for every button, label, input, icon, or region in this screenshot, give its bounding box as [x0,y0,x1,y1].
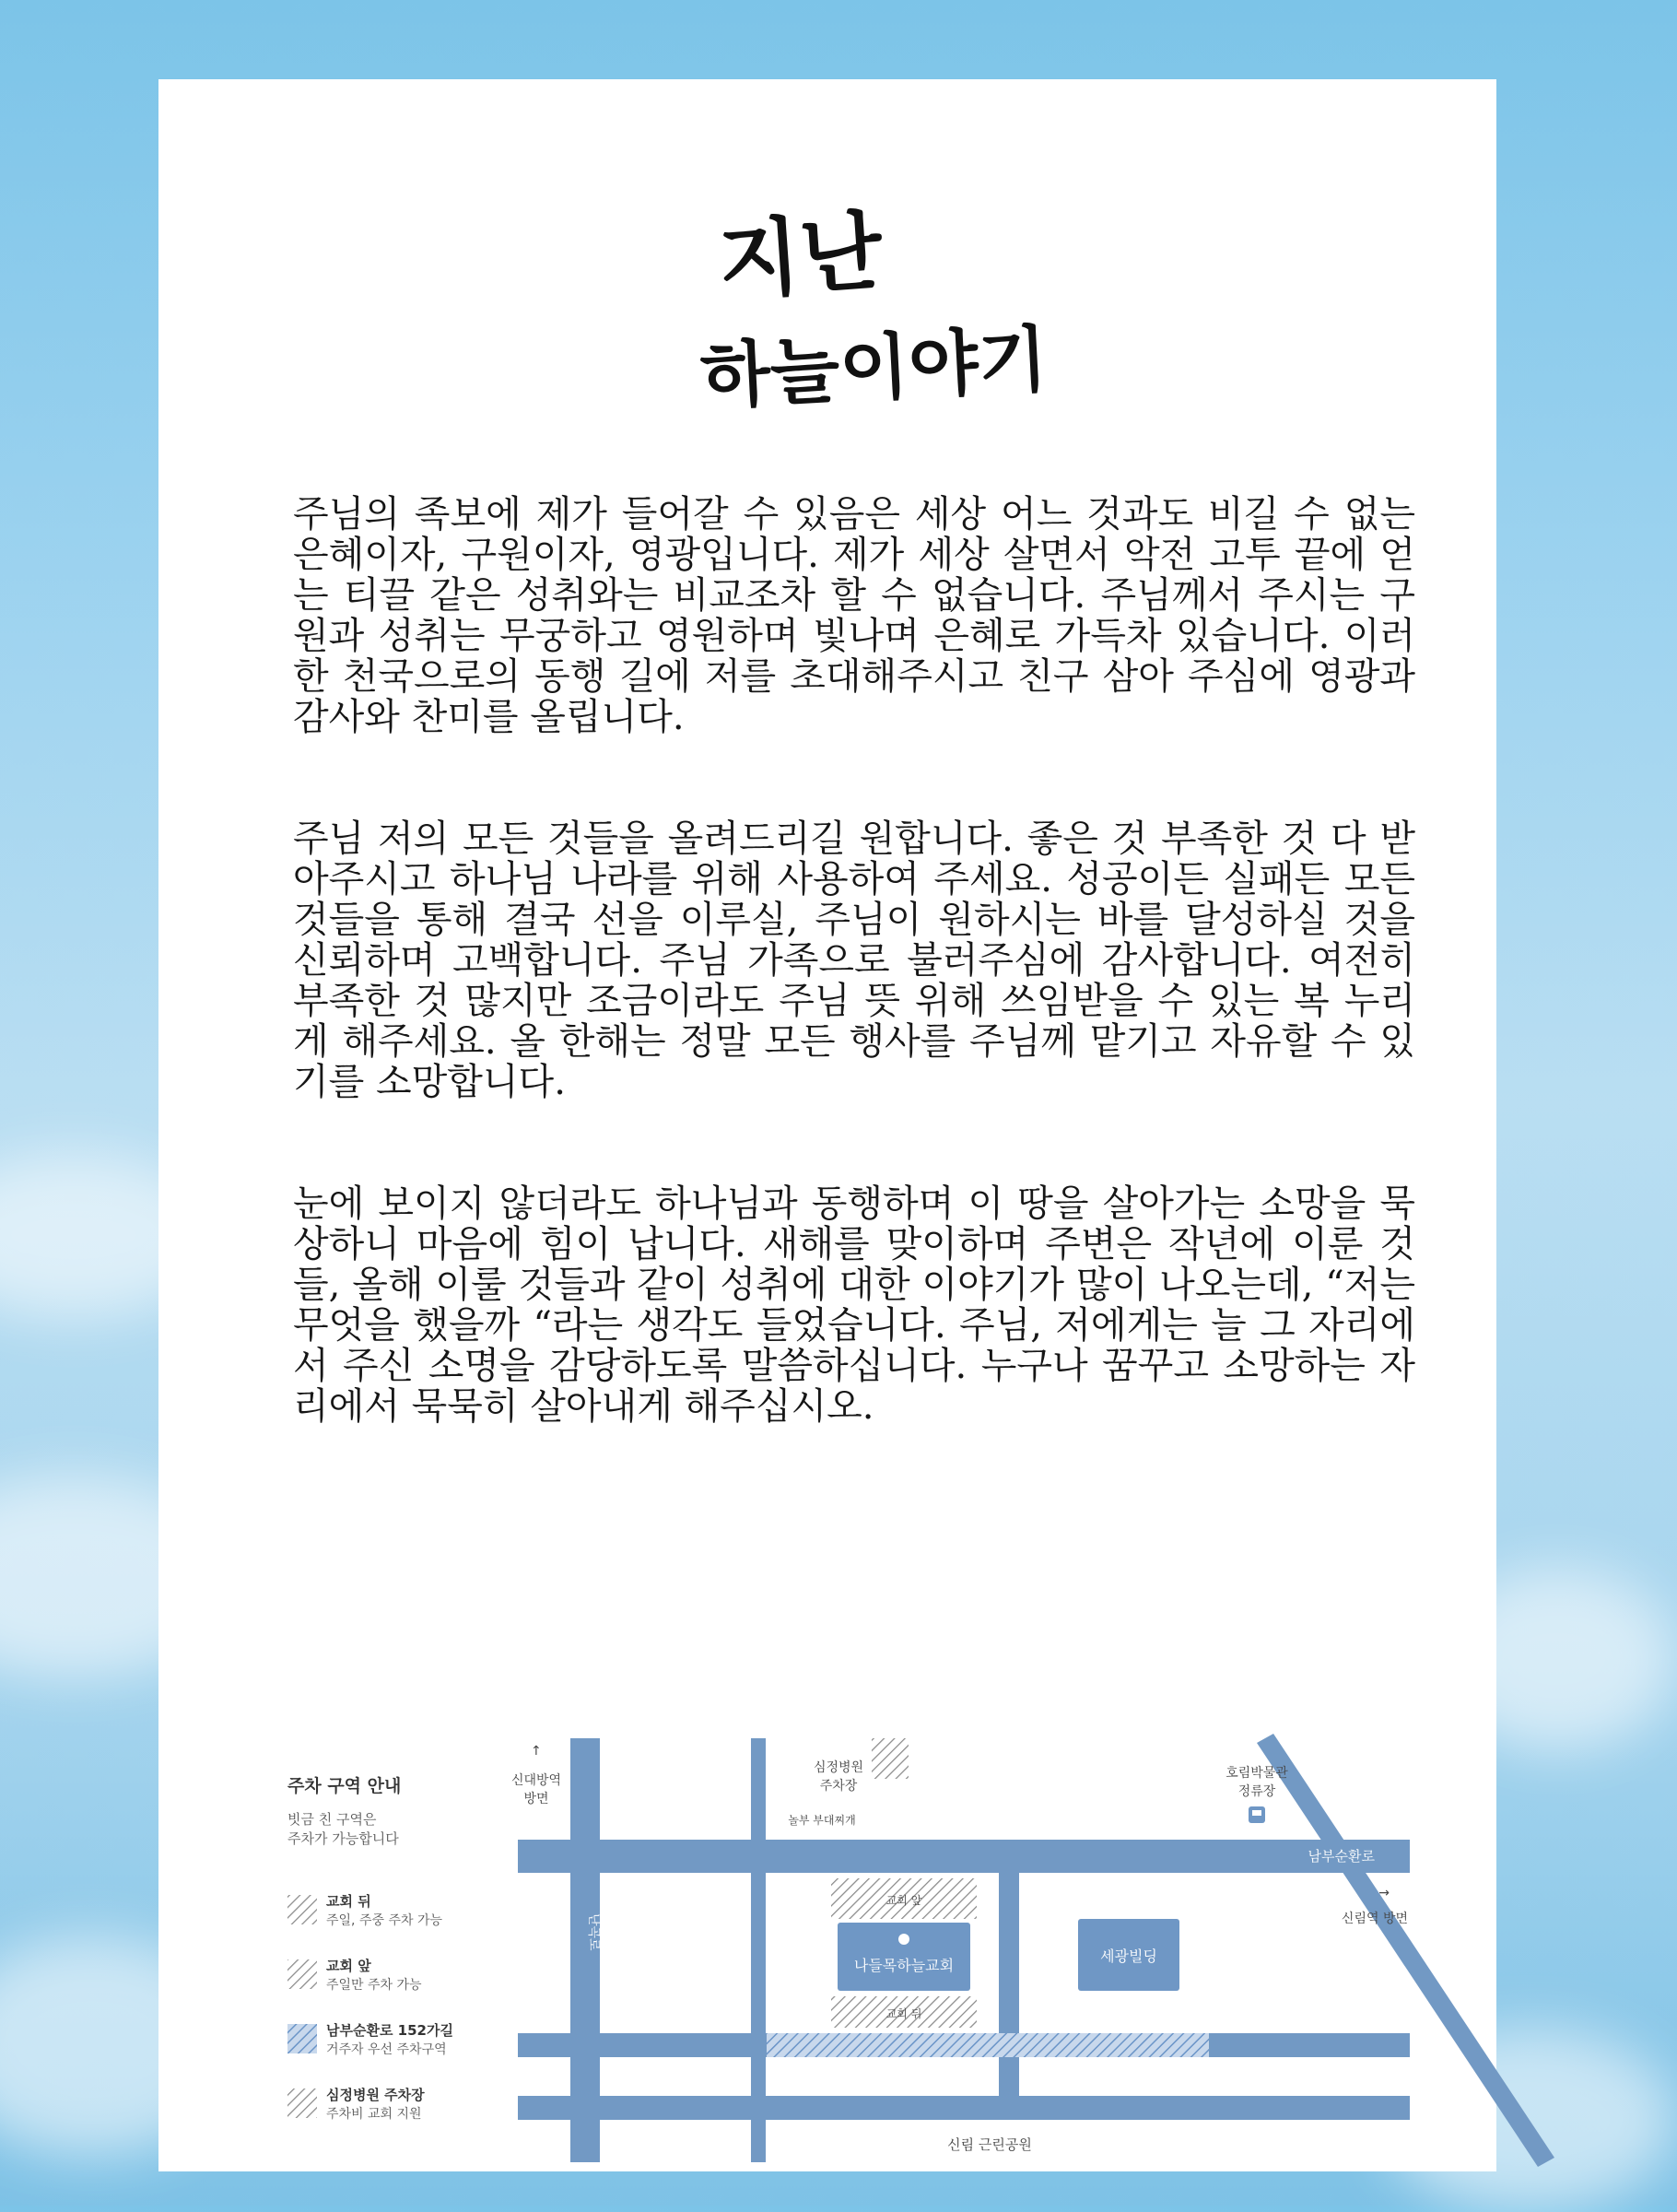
newsletter-page [158,79,1496,2171]
label-sindaebang-2: 방면 [523,1792,549,1806]
legend-item-resident: 남부순환로 152가길 [326,2022,453,2039]
legend-subtitle-2: 주차가 가능합니다 [287,1830,399,1847]
paragraph-2: 주님 저의 모든 것들을 올려드리길 원합니다. 좋은 것 부족한 것 다 받아주시고 하나님 나라를 위해 사용하여 주세요. 성공이든 실패든 모든 것들을 통해 결국 선을 이루실, 주님이 원하시는 바를 달성하실 것을 신뢰하며 고백합니다. 주님 가족으로 불러주심에 감사합니다. 여전히 부족한 것 많지만 조금이라도 주님 뜻 위해 쓰임받을 수 있는 복 누리게 해주세요. 올 한해는 정말 모든 행사를 주님께 맡기고 자유할 수 있기를 소망합니다. [293,818,1415,1103]
parking-map [287,1646,1421,2171]
paragraph-1: 주님의 족보에 제가 들어갈 수 있음은 세상 어느 것과도 비길 수 없는 은혜이자, 구원이자, 영광입니다. 제가 세상 살면서 악전 고투 끝에 얻는 티끌 같은 성취와는 비교조차 할 수 없습니다. 주님께서 주시는 구원과 성취는 무궁하고 영원하며 빛나며 은혜로 가득차 있습니다. 이러한 천국으로의 동행 길에 저를 초대해주시고 친구 삼아 주심에 영광과 감사와 찬미를 올립니다. [293,493,1415,738]
legend-item-church-front: 교회 앞 [326,1958,371,1974]
legend-swatch-resident [287,2024,317,2053]
road-bottom [518,2096,1410,2120]
label-church-front: 교회 앞 [885,1894,922,1907]
legend-item-church-back: 교회 뒤 [326,1893,371,1910]
title-line2: 하늘이야기 [698,317,1050,419]
label-nolboo: 놀부 부대찌개 [788,1814,856,1827]
label-simjeong-2: 주차장 [819,1779,858,1794]
map-legend [287,1775,453,2122]
label-church: 나들목하늘교회 [853,1957,955,1974]
label-nambu: 남부순환로 [1308,1848,1375,1865]
legend-item-hospital: 심정병원 주차장 [326,2087,425,2103]
arrow-up-icon: ↑ [531,1744,542,1759]
legend-desc-hospital: 주차비 교회 지원 [326,2107,422,2122]
label-church-back: 교회 뒤 [885,2007,922,2020]
bus-window [1252,1810,1261,1816]
legend-swatch-church-front [287,1959,317,1989]
paragraph-3: 눈에 보이지 않더라도 하나님과 동행하며 이 땅을 살아가는 소망을 묵상하니 마음에 힘이 납니다. 새해를 맞이하며 주변은 작년에 이룬 것들, 올해 이룰 것들과 같이 성취에 대한 이야기가 많이 나오는데, “저는 무엇을 했을까 “라는 생각도 들었습니다. 주님, 저에게는 늘 그 자리에서 주신 소명을 감당하도록 말씀하십니다. 누구나 꿈꾸고 소망하는 자리에서 묵묵히 살아내게 해주십시오. [293,1182,1415,1428]
road-vertical-2 [751,1738,766,2162]
label-horim-2: 정류장 [1237,1784,1276,1799]
hospital-parking [872,1738,909,1779]
article-body [293,494,1415,1508]
legend-title: 주차 구역 안내 [287,1776,402,1796]
road-vertical-3 [999,1873,1019,2096]
label-simjeong-1: 심정병원 [813,1760,864,1775]
arrow-right-icon: → [1378,1886,1390,1900]
legend-desc-church-back: 주일, 주중 주차 가능 [326,1913,442,1928]
legend-swatch-church-back [287,1895,317,1924]
legend-swatch-hospital [287,2088,317,2118]
legend-desc-church-front: 주일만 주차 가능 [326,1978,422,1993]
road-nambu [518,1840,1410,1873]
label-nangok: 난곡로 [586,1913,601,1951]
label-sillim-station: 신림역 방면 [1341,1912,1408,1926]
legend-desc-resident: 거주자 우선 주차구역 [326,2042,447,2057]
church-location-marker-icon [898,1934,909,1945]
resident-parking [767,2033,1209,2057]
title-line1: 지난 [715,200,885,312]
label-segwang: 세광빌딩 [1100,1947,1157,1965]
label-park: 신림 근린공원 [947,2136,1032,2153]
label-sindaebang-1: 신대방역 [510,1773,562,1788]
calligraphy-title [698,190,1050,457]
legend-subtitle-1: 빗금 친 구역은 [287,1811,377,1828]
label-horim-1: 호림박물관 [1226,1766,1288,1781]
roads [518,1734,1554,2167]
